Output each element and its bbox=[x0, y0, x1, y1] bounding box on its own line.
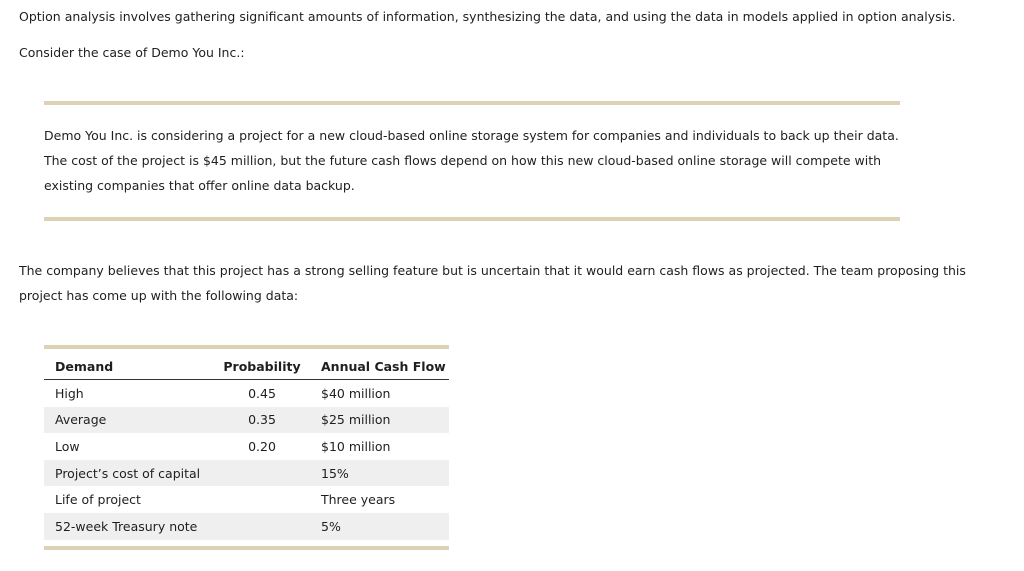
project-data-table bbox=[44, 345, 449, 550]
row-probability bbox=[219, 460, 305, 487]
table-row bbox=[44, 460, 449, 487]
row-label: Project’s cost of capital bbox=[44, 460, 219, 487]
row-label: High bbox=[55, 385, 84, 401]
row-cash-flow: $25 million bbox=[305, 407, 449, 434]
paragraph-line: The company believes that this project has a strong selling feature but is uncertain that it would earn cash flows as projected. The team proposing this bbox=[19, 263, 966, 278]
row-value: Three years bbox=[321, 492, 396, 508]
table-row bbox=[44, 380, 449, 407]
table-row bbox=[44, 513, 449, 540]
row-cash-flow: $10 million bbox=[321, 438, 391, 454]
row-probability: 0.45 bbox=[248, 385, 276, 401]
project-paragraph bbox=[19, 258, 966, 308]
row-label: Low bbox=[55, 438, 80, 454]
header-demand: Demand bbox=[44, 354, 219, 380]
row-probability bbox=[219, 486, 305, 513]
row-label: 52-week Treasury note bbox=[44, 513, 219, 540]
row-probability: 0.35 bbox=[219, 407, 305, 434]
callout-text bbox=[44, 123, 899, 198]
callout-bottom-rule bbox=[44, 217, 900, 221]
row-value: 5% bbox=[305, 513, 449, 540]
intro-paragraph: Option analysis involves gathering significant amounts of information, synthesizing the data, and using the data in models applied in option analysis. bbox=[19, 9, 956, 24]
table-top-rule bbox=[44, 345, 449, 349]
case-callout bbox=[44, 101, 900, 221]
row-label: Average bbox=[44, 407, 219, 434]
table-row bbox=[44, 486, 449, 513]
case-heading: Consider the case of Demo You Inc.: bbox=[19, 45, 245, 60]
table-header-row bbox=[44, 354, 449, 380]
table-bottom-rule bbox=[44, 546, 449, 550]
callout-line: The cost of the project is $45 million, but the future cash flows depend on how this new cloud-based online storage will compete with bbox=[44, 153, 882, 168]
callout-top-rule bbox=[44, 101, 900, 105]
data-table bbox=[44, 354, 449, 540]
row-probability: 0.20 bbox=[248, 438, 276, 454]
row-label: Life of project bbox=[55, 492, 141, 508]
callout-line: existing companies that offer online data backup. bbox=[44, 178, 355, 193]
callout-line: Demo You Inc. is considering a project for a new cloud-based online storage system for companies and individuals to back up their data. bbox=[44, 128, 899, 143]
row-value: 15% bbox=[305, 460, 449, 487]
table-row bbox=[44, 407, 449, 434]
header-annual-cash-flow: Annual Cash Flow bbox=[305, 354, 449, 380]
table-row bbox=[44, 433, 449, 460]
row-probability bbox=[219, 513, 305, 540]
header-probability: Probability bbox=[219, 354, 305, 380]
paragraph-line: project has come up with the following data: bbox=[19, 288, 299, 303]
row-cash-flow: $40 million bbox=[321, 385, 391, 401]
